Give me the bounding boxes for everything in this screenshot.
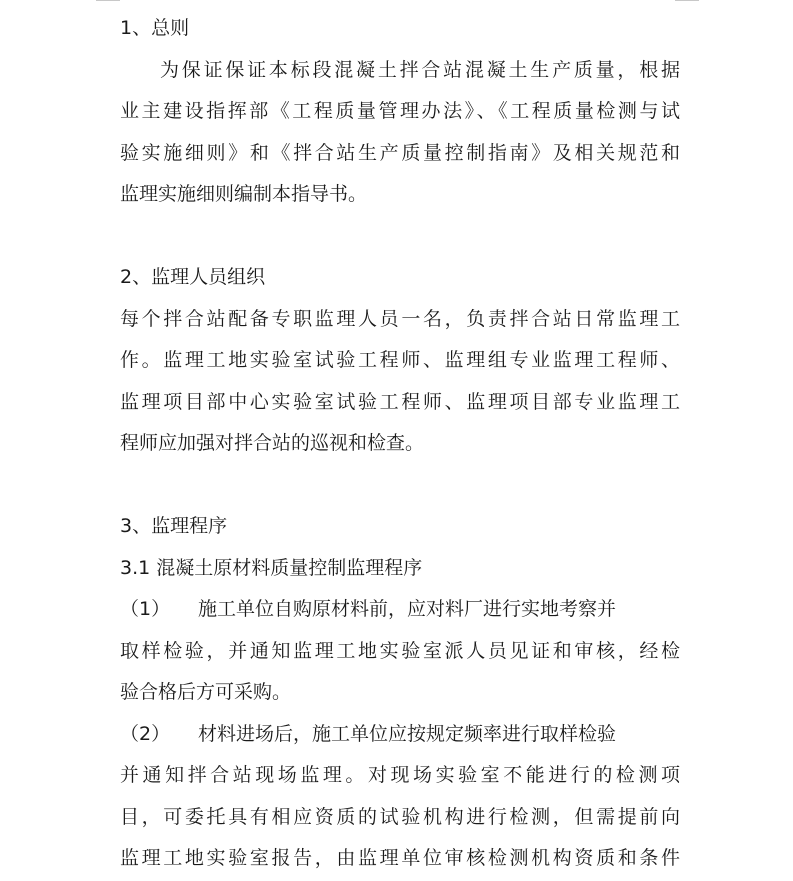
- paragraph-line: 并通知拌合站现场监理。对现场实验室不能进行的检测项: [120, 764, 680, 786]
- blank-line: [120, 216, 680, 258]
- paragraph-line: 监理工地实验室报告，由监理单位审核检测机构资质和条件: [120, 847, 680, 869]
- paragraph-line: 业主建设指挥部《工程质量管理办法》、《工程质量检测与试: [120, 100, 680, 122]
- list-item-text: 材料进场后，施工单位应按规定频率进行取样检验: [198, 722, 617, 745]
- list-item-label: （2）: [120, 722, 171, 745]
- paragraph-line: 取样检验，并通知监理工地实验室派人员见证和审核，经检: [120, 639, 680, 662]
- subsection-heading: 3.1 混凝土原材料质量控制监理程序: [120, 556, 423, 579]
- document-body: [120, 8, 680, 880]
- paragraph-line: 作。监理工地实验室试验工程师、监理组专业监理工程师、: [120, 349, 680, 371]
- list-item-first-line: [120, 589, 680, 631]
- list-item-label: （1）: [120, 598, 171, 620]
- section-heading-general: 1、总则: [120, 17, 190, 39]
- list-item-text: 施工单位自购原材料前，应对料厂进行实地考察并: [198, 598, 617, 620]
- paragraph-line: 为保证保证本标段混凝土拌合站混凝土生产质量，根据: [160, 58, 680, 81]
- paragraph-line: 监理项目部中心实验室试验工程师、监理项目部专业监理工: [120, 390, 680, 413]
- list-item-first-line: [120, 714, 680, 756]
- section-heading-personnel: 2、监理人员组织: [120, 266, 266, 288]
- paragraph-line: 验合格后方可采购。: [120, 681, 292, 703]
- page-corner-mark-right: [675, 0, 699, 1]
- paragraph-line: 程师应加强对拌合站的巡视和检查。: [120, 432, 425, 454]
- page-corner-mark-left: [96, 0, 120, 1]
- paragraph-line: 验实施细则》和《拌合站生产质量控制指南》及相关规范和: [120, 141, 680, 164]
- paragraph-line: 每个拌合站配备专职监理人员一名，负责拌合站日常监理工: [120, 307, 680, 330]
- blank-line: [120, 465, 680, 507]
- paragraph-line: 目，可委托具有相应资质的试验机构进行检测，但需提前向: [120, 805, 680, 828]
- paragraph-line: 监理实施细则编制本指导书。: [120, 183, 368, 205]
- section-heading-procedure: 3、监理程序: [120, 515, 228, 537]
